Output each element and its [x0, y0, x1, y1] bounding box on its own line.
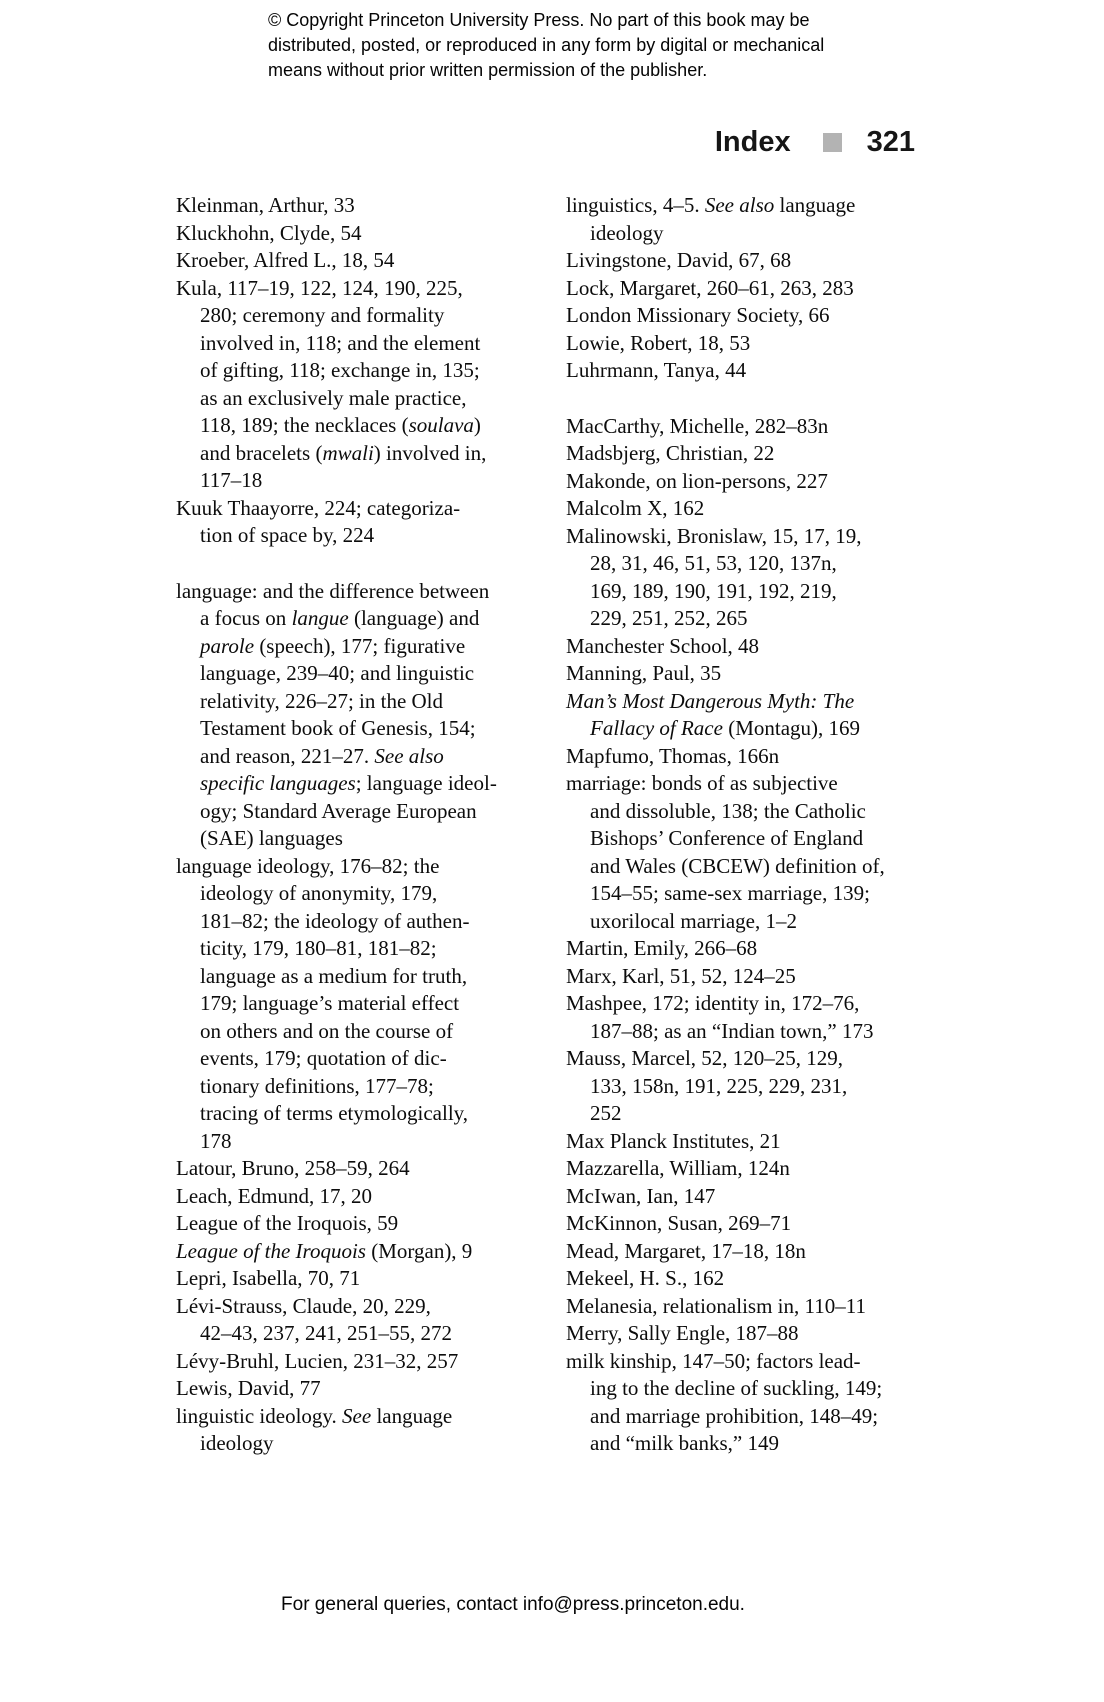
index-text: Mapfumo, Thomas, 166n: [566, 743, 780, 768]
index-entry: [176, 1210, 497, 1238]
index-line: [566, 1238, 885, 1266]
index-line: [176, 1073, 497, 1101]
index-line: [566, 357, 885, 385]
index-text: and marriage prohibition, 148–49;: [590, 1403, 879, 1428]
index-text: language: [371, 1403, 453, 1428]
index-line: [176, 935, 497, 963]
index-text: language: [774, 193, 856, 217]
index-text: on others and on the course of: [200, 1018, 454, 1043]
index-line: [176, 302, 497, 330]
index-text: Luhrmann, Tanya, 44: [566, 358, 747, 382]
index-text: Kula, 117–19, 122, 124, 190, 225,: [176, 275, 463, 300]
index-entry: [566, 688, 885, 743]
index-text: Leach, Edmund, 17, 20: [176, 1183, 372, 1208]
index-entry: [176, 1265, 497, 1293]
index-line: [566, 1210, 885, 1238]
index-line: [176, 1320, 497, 1348]
index-text: Malinowski, Bronislaw, 15, 17, 19,: [566, 523, 862, 548]
index-line: [566, 1128, 885, 1156]
index-text-italic: langue: [291, 606, 349, 630]
index-entry: [176, 1403, 497, 1458]
index-text: ideology: [200, 1431, 274, 1455]
index-text-italic: See also: [704, 193, 775, 217]
index-entry: [176, 275, 497, 495]
index-text: Lock, Margaret, 260–61, 263, 283: [566, 275, 854, 300]
index-text: 179; language’s material effect: [200, 991, 460, 1015]
index-entry: [566, 1045, 885, 1128]
index-line: [176, 1265, 497, 1293]
index-entry: [176, 247, 497, 275]
index-line: [176, 578, 497, 606]
index-entry: [566, 440, 885, 468]
index-line: [566, 523, 885, 551]
index-line: [566, 1073, 885, 1101]
footer-contact-text: For general queries, contact info@press.princeton.edu.: [281, 1594, 745, 1615]
index-text: Max Planck Institutes, 21: [566, 1128, 781, 1153]
index-text: (speech), 177; figurative: [254, 633, 466, 658]
index-text: relativity, 226–27; in the Old: [200, 688, 444, 713]
index-line: [176, 1348, 497, 1376]
index-column-left: [176, 192, 497, 1458]
index-text-italic: Man’s Most Dangerous Myth: The: [566, 688, 855, 713]
index-line: [566, 605, 885, 633]
index-entry: [566, 1155, 885, 1183]
index-line: [566, 743, 885, 771]
index-line: [566, 1293, 885, 1321]
index-group: [566, 413, 885, 1458]
index-text: Mazzarella, William, 124n: [566, 1156, 790, 1180]
index-text: involved in, 118; and the element: [200, 330, 481, 355]
index-line: [176, 330, 497, 358]
index-text: Manning, Paul, 35: [566, 661, 722, 685]
index-line: [176, 825, 497, 853]
index-entry: [566, 633, 885, 661]
index-text: and dissoluble, 138; the Catholic: [590, 798, 866, 823]
index-text: and Wales (CBCEW) definition of,: [590, 853, 885, 878]
index-text: language ideology, 176–82; the: [176, 853, 440, 878]
index-text-italic: mwali: [322, 440, 374, 465]
index-text: Mashpee, 172; identity in, 172–76,: [566, 991, 860, 1015]
index-text: 169, 189, 190, 191, 192, 219,: [590, 578, 837, 603]
index-line: [176, 798, 497, 826]
index-text: MacCarthy, Michelle, 282–83n: [566, 413, 829, 438]
copyright-line: distributed, posted, or reproduced in any form by digital or mechanical: [268, 35, 825, 55]
index-text: uxorilocal marriage, 1–2: [590, 908, 798, 933]
index-entry: [566, 413, 885, 441]
index-text: tion of space by, 224: [200, 523, 375, 547]
index-entry: [176, 1155, 497, 1183]
index-line: [176, 743, 497, 771]
index-line: [176, 853, 497, 881]
index-entry: [566, 192, 885, 247]
index-entry: [566, 1265, 885, 1293]
index-entry: [566, 495, 885, 523]
gray-square-marker: [823, 133, 842, 152]
index-entry: [566, 1348, 885, 1458]
index-text: Kleinman, Arthur, 33: [176, 193, 355, 217]
index-line: [176, 990, 497, 1018]
index-line: [176, 1045, 497, 1073]
index-entry: [566, 1210, 885, 1238]
index-text: Lewis, David, 77: [176, 1376, 321, 1400]
index-line: [176, 1238, 497, 1266]
index-text: ): [473, 413, 481, 437]
index-entry: [566, 275, 885, 303]
index-line: [566, 1100, 885, 1128]
index-line: [176, 715, 497, 743]
index-text: a focus on: [200, 606, 292, 630]
index-text: events, 179; quotation of dic-: [200, 1046, 447, 1070]
index-line: [176, 605, 497, 633]
index-line: [176, 908, 497, 936]
index-line: [566, 550, 885, 578]
index-line: [566, 688, 885, 716]
index-line: [566, 990, 885, 1018]
index-text: and reason, 221–27.: [200, 743, 375, 768]
index-text: Martin, Emily, 266–68: [566, 936, 758, 960]
index-entry: [566, 1183, 885, 1211]
index-text: 181–82; the ideology of authen-: [200, 908, 470, 933]
index-line: [176, 633, 497, 661]
index-text: (SAE) languages: [200, 826, 343, 850]
index-entry: [566, 660, 885, 688]
index-entry: [566, 770, 885, 935]
index-line: [176, 495, 497, 523]
index-entry: [566, 302, 885, 330]
index-text: ) involved in,: [373, 440, 487, 465]
index-entry: [566, 990, 885, 1045]
index-line: [566, 880, 885, 908]
index-entry: [566, 935, 885, 963]
index-line: [566, 440, 885, 468]
index-entry: [176, 1375, 497, 1403]
index-entry: [176, 220, 497, 248]
index-text: 154–55; same-sex marriage, 139;: [590, 881, 870, 905]
index-line: [566, 1403, 885, 1431]
index-line: [176, 440, 497, 468]
index-entry: [566, 1128, 885, 1156]
index-entry: [566, 743, 885, 771]
index-text: Melanesia, relationalism in, 110–11: [566, 1293, 866, 1318]
index-text: 42–43, 237, 241, 251–55, 272: [200, 1321, 452, 1345]
index-line: [566, 908, 885, 936]
index-text: 133, 158n, 191, 225, 229, 231,: [590, 1073, 848, 1098]
index-text: ; language ideol-: [355, 771, 497, 795]
index-text: 28, 31, 46, 51, 53, 120, 137n,: [590, 551, 837, 575]
index-line: [176, 1403, 497, 1431]
index-entry: [176, 1238, 497, 1266]
index-line: [566, 413, 885, 441]
index-text: (Morgan), 9: [365, 1238, 473, 1263]
index-text: Malcolm X, 162: [566, 496, 705, 520]
index-text: linguistic ideology.: [176, 1403, 343, 1428]
index-text: Makonde, on lion-persons, 227: [566, 468, 828, 493]
index-entry: [566, 468, 885, 496]
index-text-italic: Fallacy of Race: [590, 716, 723, 740]
index-line: [176, 1430, 497, 1458]
index-line: [566, 715, 885, 743]
index-text: milk kinship, 147–50; factors lead-: [566, 1348, 861, 1373]
copyright-line: means without prior written permission of the publisher.: [268, 60, 708, 80]
index-line: [566, 1183, 885, 1211]
index-text-italic: soulava: [408, 413, 474, 437]
index-line: [566, 798, 885, 826]
index-line: [176, 220, 497, 248]
index-text: and bracelets (: [200, 440, 323, 465]
index-text: 280; ceremony and formality: [200, 303, 445, 327]
index-line: [566, 1045, 885, 1073]
index-line: [176, 1018, 497, 1046]
index-text-italic: League of the Iroquois: [176, 1238, 366, 1263]
index-text: ing to the decline of suckling, 149;: [590, 1376, 883, 1400]
index-text: language, 239–40; and linguistic: [200, 661, 475, 685]
index-line: [566, 1155, 885, 1183]
index-line: [176, 963, 497, 991]
index-text: London Missionary Society, 66: [566, 303, 830, 327]
index-entry: [176, 192, 497, 220]
index-line: [176, 1155, 497, 1183]
index-text: 117–18: [200, 468, 263, 492]
index-entry: [566, 357, 885, 385]
index-text: ideology of anonymity, 179,: [200, 881, 438, 905]
index-text: and “milk banks,” 149: [590, 1431, 779, 1455]
index-text: tionary definitions, 177–78;: [200, 1073, 434, 1098]
index-text: Bishops’ Conference of England: [590, 826, 864, 850]
index-line: [176, 192, 497, 220]
index-text-italic: parole: [200, 633, 255, 658]
index-column-right: [566, 192, 885, 1458]
index-line: [176, 1100, 497, 1128]
index-line: [566, 825, 885, 853]
index-text: 229, 251, 252, 265: [590, 606, 748, 630]
index-line: [176, 1293, 497, 1321]
index-line: [566, 963, 885, 991]
index-line: [176, 660, 497, 688]
index-text: Testament book of Genesis, 154;: [200, 716, 476, 740]
index-text: linguistics, 4–5.: [566, 193, 705, 217]
page-header: [0, 126, 915, 159]
index-line: [566, 1430, 885, 1458]
index-line: [566, 770, 885, 798]
index-text-italic: See: [342, 1403, 372, 1428]
index-line: [176, 1183, 497, 1211]
index-text: marriage: bonds of as subjective: [566, 771, 838, 795]
index-text: Kluckhohn, Clyde, 54: [176, 220, 362, 245]
index-text: Mead, Margaret, 17–18, 18n: [566, 1238, 806, 1263]
index-line: [176, 412, 497, 440]
index-line: [566, 468, 885, 496]
index-entry: [566, 1238, 885, 1266]
index-line: [566, 660, 885, 688]
index-line: [566, 220, 885, 248]
index-text: Kroeber, Alfred L., 18, 54: [176, 248, 395, 272]
index-text: 118, 189; the necklaces (: [200, 413, 409, 437]
index-text: 187–88; as an “Indian town,” 173: [590, 1018, 874, 1043]
index-text: ticity, 179, 180–81, 181–82;: [200, 936, 437, 960]
index-entry: [176, 1293, 497, 1348]
index-line: [176, 1128, 497, 1156]
index-line: [566, 578, 885, 606]
index-text: Lepri, Isabella, 70, 71: [176, 1266, 361, 1290]
index-text: McIwan, Ian, 147: [566, 1183, 716, 1208]
index-line: [566, 1375, 885, 1403]
index-text-italic: See also: [374, 743, 444, 768]
index-line: [176, 357, 497, 385]
index-line: [176, 1375, 497, 1403]
index-line: [566, 330, 885, 358]
index-text: Lévi-Strauss, Claude, 20, 229,: [176, 1293, 431, 1318]
index-group: [566, 192, 885, 385]
index-text: 178: [200, 1128, 232, 1153]
index-line: [176, 1210, 497, 1238]
index-text: Lowie, Robert, 18, 53: [566, 330, 751, 355]
index-text-italic: specific languages: [200, 771, 356, 795]
index-text: (Montagu), 169: [722, 716, 861, 740]
index-text: Kuuk Thaayorre, 224; categoriza-: [176, 495, 461, 520]
index-line: [176, 688, 497, 716]
index-text: Marx, Karl, 51, 52, 124–25: [566, 963, 796, 988]
index-line: [566, 495, 885, 523]
index-text: tracing of terms etymologically,: [200, 1101, 469, 1125]
index-line: [566, 275, 885, 303]
index-text: language as a medium for truth,: [200, 963, 468, 988]
index-text: Latour, Bruno, 258–59, 264: [176, 1156, 410, 1180]
copyright-line: © Copyright Princeton University Press. No part of this book may be: [268, 10, 810, 30]
index-title: Index: [714, 126, 791, 158]
index-line: [176, 522, 497, 550]
index-line: [566, 935, 885, 963]
index-text: as an exclusively male practice,: [200, 385, 467, 410]
index-line: [566, 247, 885, 275]
index-text: McKinnon, Susan, 269–71: [566, 1211, 792, 1235]
copyright-notice: [268, 8, 824, 83]
index-line: [566, 302, 885, 330]
index-line: [566, 633, 885, 661]
index-text: of gifting, 118; exchange in, 135;: [200, 358, 480, 382]
index-line: [566, 1018, 885, 1046]
index-line: [566, 1348, 885, 1376]
index-text: Livingstone, David, 67, 68: [566, 248, 792, 272]
index-entry: [176, 578, 497, 853]
index-entry: [566, 963, 885, 991]
index-text: ogy; Standard Average European: [200, 798, 477, 823]
index-entry: [566, 247, 885, 275]
index-line: [176, 770, 497, 798]
index-text: Mauss, Marcel, 52, 120–25, 129,: [566, 1046, 844, 1070]
index-line: [176, 880, 497, 908]
index-entry: [566, 1293, 885, 1321]
index-entry: [176, 1183, 497, 1211]
index-entry: [176, 853, 497, 1156]
index-text: Madsbjerg, Christian, 22: [566, 441, 775, 465]
index-text: Mekeel, H. S., 162: [566, 1266, 725, 1290]
index-entry: [176, 495, 497, 550]
index-line: [566, 192, 885, 220]
index-entry: [176, 1348, 497, 1376]
index-line: [176, 247, 497, 275]
index-line: [566, 1320, 885, 1348]
index-entry: [566, 1320, 885, 1348]
index-line: [176, 275, 497, 303]
index-text: Manchester School, 48: [566, 633, 760, 658]
index-line: [566, 1265, 885, 1293]
index-text: 252: [590, 1101, 622, 1125]
index-text: League of the Iroquois, 59: [176, 1211, 399, 1235]
index-line: [566, 853, 885, 881]
index-group: [176, 192, 497, 550]
index-group: [176, 578, 497, 1458]
index-text: ideology: [590, 220, 664, 245]
index-entry: [566, 330, 885, 358]
index-text: Merry, Sally Engle, 187–88: [566, 1321, 799, 1345]
index-line: [176, 467, 497, 495]
index-text: Lévy-Bruhl, Lucien, 231–32, 257: [176, 1348, 459, 1373]
index-text: language: and the difference between: [176, 578, 490, 603]
index-line: [176, 385, 497, 413]
index-text: (language) and: [348, 606, 480, 630]
index-entry: [566, 523, 885, 633]
page-number: 321: [866, 126, 915, 158]
